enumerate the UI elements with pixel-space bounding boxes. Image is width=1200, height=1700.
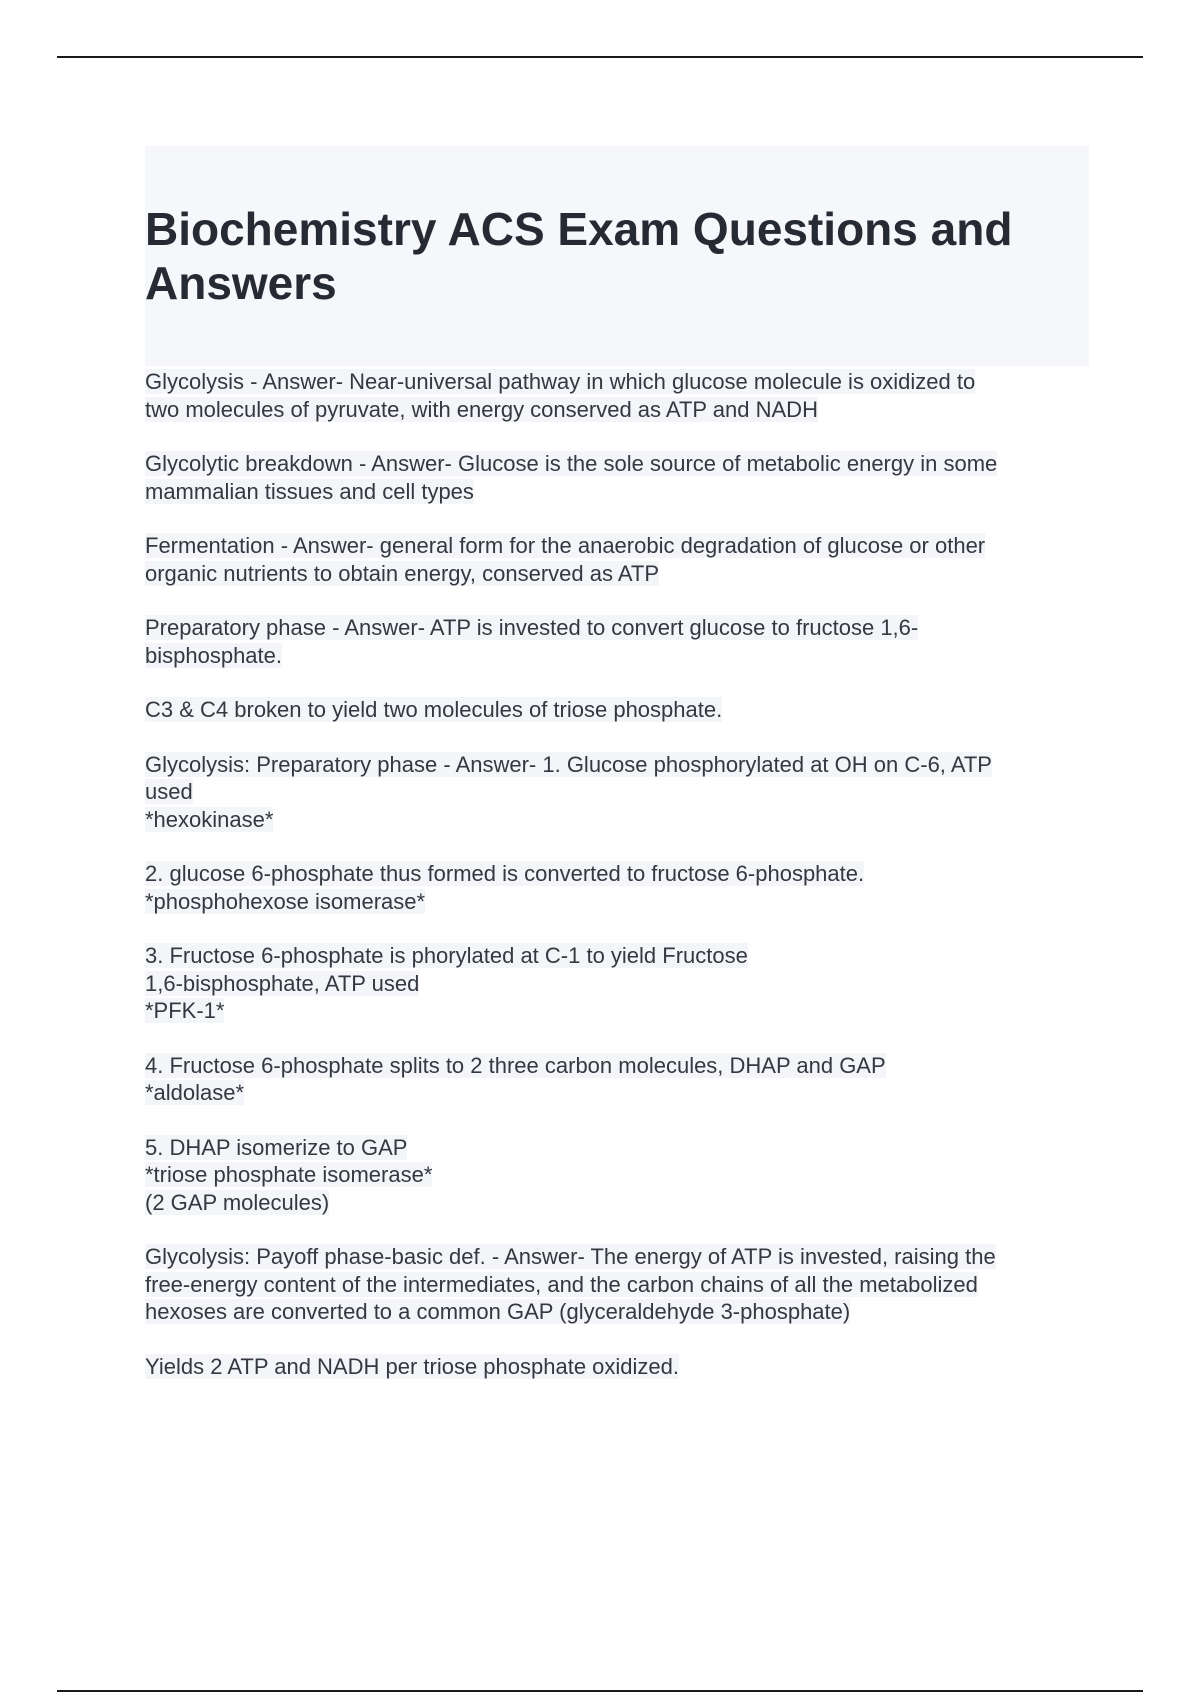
text-run: *PFK-1* — [145, 998, 225, 1023]
text-run: bisphosphate. — [145, 642, 282, 668]
text-run: Glycolysis: Payoff phase-basic def. - Answer- The energy of ATP is invested, raising the — [145, 1244, 996, 1269]
text-line — [145, 888, 1095, 916]
qa-paragraph-glycolysis-preparatory — [145, 751, 1095, 834]
text-line — [145, 1243, 1095, 1271]
qa-paragraph-preparatory-phase — [145, 614, 1095, 669]
text-line — [145, 1353, 1095, 1381]
text-run: used — [145, 779, 193, 804]
bottom-rule — [57, 1690, 1143, 1692]
text-line — [145, 396, 1095, 424]
qa-paragraph-glycolytic-breakdown — [145, 450, 1095, 505]
text-line — [145, 778, 1095, 806]
text-run: Preparatory phase - Answer- ATP is invested to convert glucose to fructose 1,6- — [145, 615, 919, 640]
text-line — [145, 642, 1095, 670]
text-line — [145, 532, 1095, 560]
text-line — [145, 1298, 1095, 1326]
text-line — [145, 478, 1095, 506]
text-line — [145, 1189, 1095, 1217]
text-run: 1,6-bisphosphate, ATP used — [145, 970, 420, 996]
text-paragraph-c3-c4 — [145, 696, 1095, 724]
text-line — [145, 942, 1095, 970]
text-run: *hexokinase* — [145, 806, 274, 832]
step-paragraph-4 — [145, 1052, 1095, 1107]
text-line — [145, 696, 1095, 724]
step-paragraph-3 — [145, 942, 1095, 1025]
text-line — [145, 970, 1095, 998]
text-run: Glycolysis: Preparatory phase - Answer- 1. Glucose phosphorylated at OH on C-6, ATP — [145, 751, 992, 777]
text-line — [145, 1134, 1095, 1162]
text-paragraph-yields — [145, 1353, 1095, 1381]
text-run: free-energy content of the intermediates, and the carbon chains of all the metabolized — [145, 1271, 978, 1297]
text-run: 2. glucose 6-phosphate thus formed is converted to fructose 6-phosphate. — [145, 861, 865, 886]
title-banner — [145, 146, 1089, 366]
title-line: Answers — [145, 257, 337, 309]
text-run: *aldolase* — [145, 1080, 245, 1105]
qa-paragraph-glycolysis — [145, 368, 1095, 423]
text-line — [145, 860, 1095, 888]
step-paragraph-2 — [145, 860, 1095, 915]
text-line — [145, 1052, 1095, 1080]
text-line — [145, 1161, 1095, 1189]
title-line: Biochemistry ACS Exam Questions and — [145, 203, 1013, 255]
text-run: Fermentation - Answer- general form for the anaerobic degradation of glucose or other — [145, 533, 986, 558]
text-run: Glycolysis - Answer- Near-universal pathway in which glucose molecule is oxidized to — [145, 369, 976, 394]
text-line — [145, 1271, 1095, 1299]
text-run: Yields 2 ATP and NADH per triose phosphate oxidized. — [145, 1353, 680, 1379]
text-run: C3 & C4 broken to yield two molecules of triose phosphate. — [145, 697, 723, 722]
top-rule — [57, 56, 1143, 58]
text-run: 4. Fructose 6-phosphate splits to 2 three carbon molecules, DHAP and GAP — [145, 1052, 886, 1078]
qa-paragraph-fermentation — [145, 532, 1095, 587]
document-title — [145, 202, 1075, 310]
text-run: Glycolytic breakdown - Answer- Glucose is the sole source of metabolic energy in some — [145, 451, 998, 476]
text-line — [145, 751, 1095, 779]
step-paragraph-5 — [145, 1134, 1095, 1217]
text-run: *phosphohexose isomerase* — [145, 888, 426, 914]
text-line — [145, 997, 1095, 1025]
text-run: mammalian tissues and cell types — [145, 478, 474, 504]
text-line — [145, 614, 1095, 642]
text-run: hexoses are converted to a common GAP (glyceraldehyde 3-phosphate) — [145, 1299, 851, 1324]
text-run: organic nutrients to obtain energy, conserved as ATP — [145, 560, 660, 586]
text-line — [145, 1079, 1095, 1107]
text-run: 5. DHAP isomerize to GAP — [145, 1134, 408, 1160]
text-line — [145, 560, 1095, 588]
text-line — [145, 368, 1095, 396]
text-run: *triose phosphate isomerase* — [145, 1162, 433, 1187]
document-body — [145, 368, 1095, 1407]
qa-paragraph-payoff-phase — [145, 1243, 1095, 1326]
text-run: two molecules of pyruvate, with energy conserved as ATP and NADH — [145, 396, 818, 422]
text-line — [145, 450, 1095, 478]
text-line — [145, 806, 1095, 834]
text-run: 3. Fructose 6-phosphate is phorylated at C-1 to yield Fructose — [145, 943, 748, 968]
text-run: (2 GAP molecules) — [145, 1189, 330, 1215]
